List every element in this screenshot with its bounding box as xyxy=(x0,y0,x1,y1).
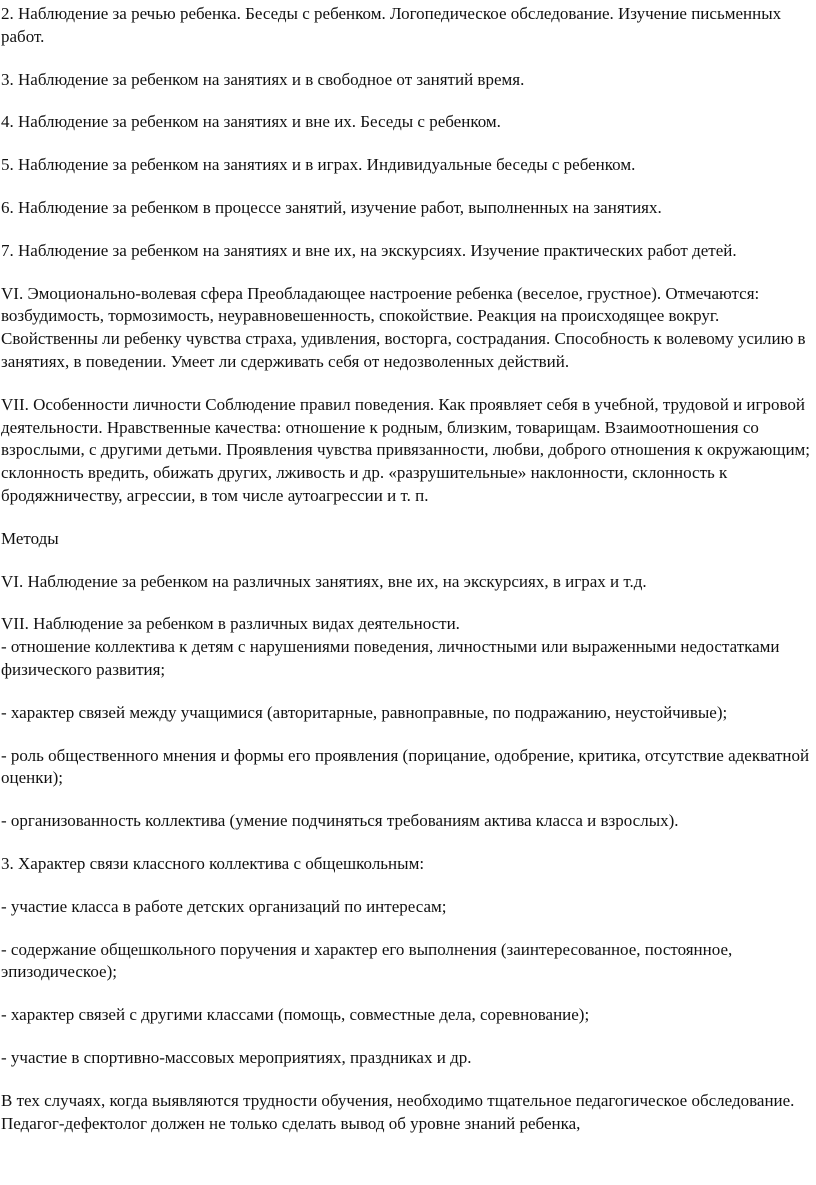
list-item-public-opinion: - роль общественного мнения и формы его проявления (порицание, одобрение, критика, отсутствие адекватной оценки); xyxy=(1,745,810,788)
paragraph-methods-speech: 2. Наблюдение за речью ребенка. Беседы с ребенком. Логопедическое обследование. Изучение письменных работ. xyxy=(1,4,782,46)
list-item-sports-events: - участие в спортивно-массовых мероприятиях, праздниках и др. xyxy=(1,1047,472,1067)
list-item-collective-attitude: - отношение коллектива к детям с нарушениями поведения, личностными или выраженными недостатками физического развития; xyxy=(1,637,780,679)
paragraph-learning-difficulties: В тех случаях, когда выявляются трудности обучения, необходимо тщательное педагогическое обследование. Педагог-дефектолог должен не только сделать вывод об уровне знаний ребенка, xyxy=(1,1090,795,1133)
paragraph-personality: VII. Особенности личности Соблюдение правил поведения. Как проявляет себя в учебной, трудовой и игровой деятельности. Нравственные качества: отношение к родным, близким, товарищам. Взаимоотношения со взрослыми, с другими детьми. Проявления чувства привязанности, любви, доброго отношения к окружающим; склонность вредить, обижать других, лживость и др. «разрушительные» наклонности, склонность к бродяжничеству, агрессии, в том числе аутоагрессии и т. п. xyxy=(1,394,811,505)
paragraph-methods-games: 5. Наблюдение за ребенком на занятиях и в играх. Индивидуальные беседы с ребенком. xyxy=(1,155,636,175)
paragraph-emotional-sphere: VI. Эмоционально-волевая сфера Преобладающее настроение ребенка (веселое, грустное). Отмечаются: возбудимость, тормозимость, неуравновешенность, спокойствие. Реакция на происходящее вокруг. Свойственны ли ребенку чувства страха, удивления, восторга, сострадания. Способность к волевому усилию в занятиях, в поведении. Умеет ли сдерживать себя от недозволенных действий. xyxy=(1,283,806,371)
list-item-school-assignment: - содержание общешкольного поручения и характер его выполнения (заинтересованное, постоянное, эпизодическое); xyxy=(1,939,733,982)
paragraph-methods-vii: VII. Наблюдение за ребенком в различных видах деятельности. xyxy=(1,614,460,634)
heading-methods: Методы xyxy=(1,528,59,548)
paragraph-methods-excursions: 7. Наблюдение за ребенком на занятиях и вне их, на экскурсиях. Изучение практических работ детей. xyxy=(1,240,737,260)
list-item-other-classes: - характер связей с другими классами (помощь, совместные дела, соревнование); xyxy=(1,1005,590,1025)
list-item-organization: - организованность коллектива (умение подчиняться требованиям актива класса и взрослых). xyxy=(1,811,679,831)
paragraph-methods-conversations: 4. Наблюдение за ребенком на занятиях и вне их. Беседы с ребенком. xyxy=(1,112,501,132)
paragraph-methods-free-time: 3. Наблюдение за ребенком на занятиях и в свободное от занятий время. xyxy=(1,69,525,89)
heading-school-connection: 3. Характер связи классного коллектива с общешкольным: xyxy=(1,853,425,873)
list-item-organizations: - участие класса в работе детских организаций по интересам; xyxy=(1,896,447,916)
list-item-student-relations: - характер связей между учащимися (авторитарные, равноправные, по подражанию, неустойчивые); xyxy=(1,702,728,722)
paragraph-methods-works: 6. Наблюдение за ребенком в процессе занятий, изучение работ, выполненных на занятиях. xyxy=(1,197,662,217)
paragraph-methods-vi: VI. Наблюдение за ребенком на различных занятиях, вне их, на экскурсиях, в играх и т.д. xyxy=(1,571,647,591)
